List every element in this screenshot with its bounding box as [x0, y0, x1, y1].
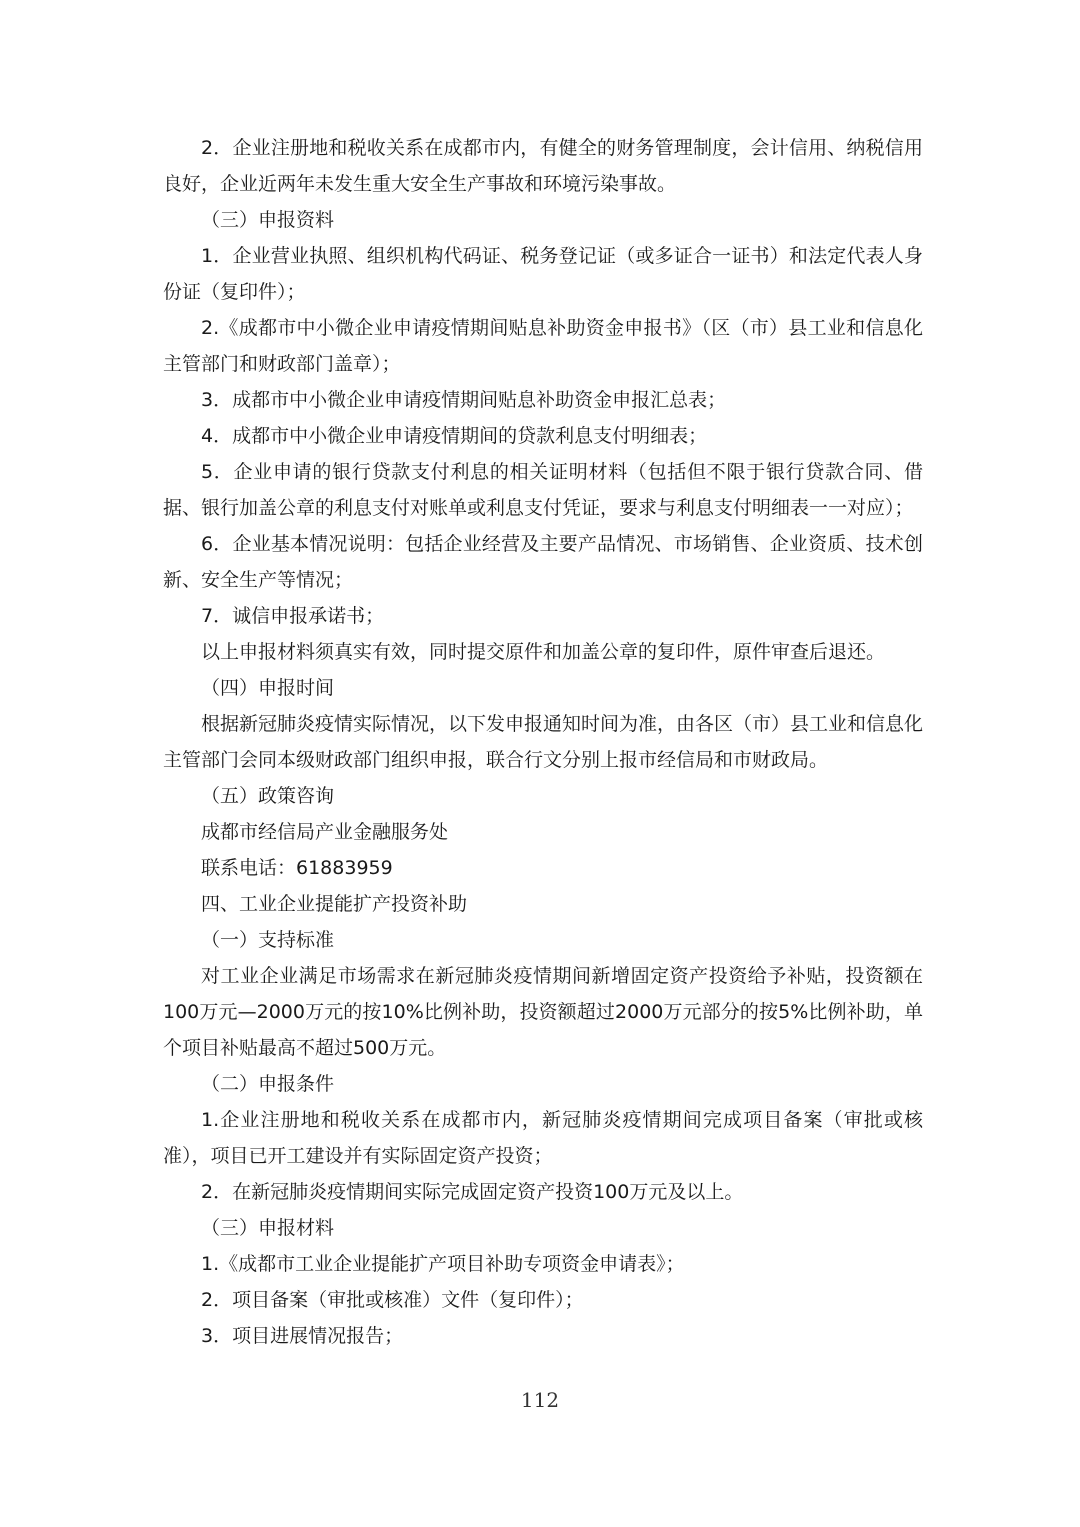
- paragraph: 成都市经信局产业金融服务处: [201, 821, 449, 843]
- document-body: [163, 130, 923, 1354]
- paragraph: 4．成都市中小微企业申请疫情期间的贷款利息支付明细表；: [201, 425, 708, 447]
- paragraph: 2．在新冠肺炎疫情期间实际完成固定资产投资100万元及以上。: [201, 1181, 744, 1203]
- paragraph: 1.《成都市工业企业提能扩产项目补助专项资金申请表》；: [201, 1253, 685, 1275]
- paragraph: 1．企业营业执照、组织机构代码证、税务登记证（或多证合一证书）和法定代表人身份证（复印件）；: [163, 245, 923, 303]
- section-heading: （五）政策咨询: [201, 785, 335, 807]
- paragraph: 5．企业申请的银行贷款支付利息的相关证明材料（包括但不限于银行贷款合同、借据、银行加盖公章的利息支付对账单或利息支付凭证，要求与利息支付明细表一一对应）；: [163, 461, 923, 519]
- paragraph: 2．企业注册地和税收关系在成都市内，有健全的财务管理制度，会计信用、纳税信用良好，企业近两年未发生重大安全生产事故和环境污染事故。: [163, 137, 923, 195]
- paragraph: 2.《成都市中小微企业申请疫情期间贴息补助资金申报书》（区（市）县工业和信息化主管部门和财政部门盖章）；: [163, 317, 923, 375]
- paragraph: 3．成都市中小微企业申请疫情期间贴息补助资金申报汇总表；: [201, 389, 727, 411]
- section-heading: （二）申报条件: [201, 1073, 335, 1095]
- section-heading: （四）申报时间: [201, 677, 335, 699]
- paragraph: 3．项目进展情况报告；: [201, 1325, 404, 1347]
- paragraph: 7．诚信申报承诺书；: [201, 605, 385, 627]
- paragraph: 6．企业基本情况说明：包括企业经营及主要产品情况、市场销售、企业资质、技术创新、安全生产等情况；: [163, 533, 923, 591]
- section-heading: （三）申报材料: [201, 1217, 335, 1239]
- contact-phone: 联系电话：61883959: [201, 857, 393, 879]
- paragraph: 以上申报材料须真实有效，同时提交原件和加盖公章的复印件，原件审查后退还。: [201, 641, 886, 663]
- paragraph: 1.企业注册地和税收关系在成都市内，新冠肺炎疫情期间完成项目备案（审批或核准），项目已开工建设并有实际固定资产投资；: [163, 1109, 923, 1167]
- section-heading: （三）申报资料: [201, 209, 335, 231]
- section-heading: （一）支持标准: [201, 929, 335, 951]
- page-number: 112: [520, 1388, 560, 1412]
- section-heading: 四、工业企业提能扩产投资补助: [201, 893, 468, 915]
- paragraph: 2．项目备案（审批或核准）文件（复印件）；: [201, 1289, 584, 1311]
- paragraph: 对工业企业满足市场需求在新冠肺炎疫情期间新增固定资产投资给予补贴，投资额在100万元—2000万元的按10%比例补助，投资额超过2000万元部分的按5%比例补助，单个项目补贴最高不超过500万元。: [163, 965, 923, 1059]
- paragraph: 根据新冠肺炎疫情实际情况，以下发申报通知时间为准，由各区（市）县工业和信息化主管部门会同本级财政部门组织申报，联合行文分别上报市经信局和市财政局。: [163, 713, 924, 771]
